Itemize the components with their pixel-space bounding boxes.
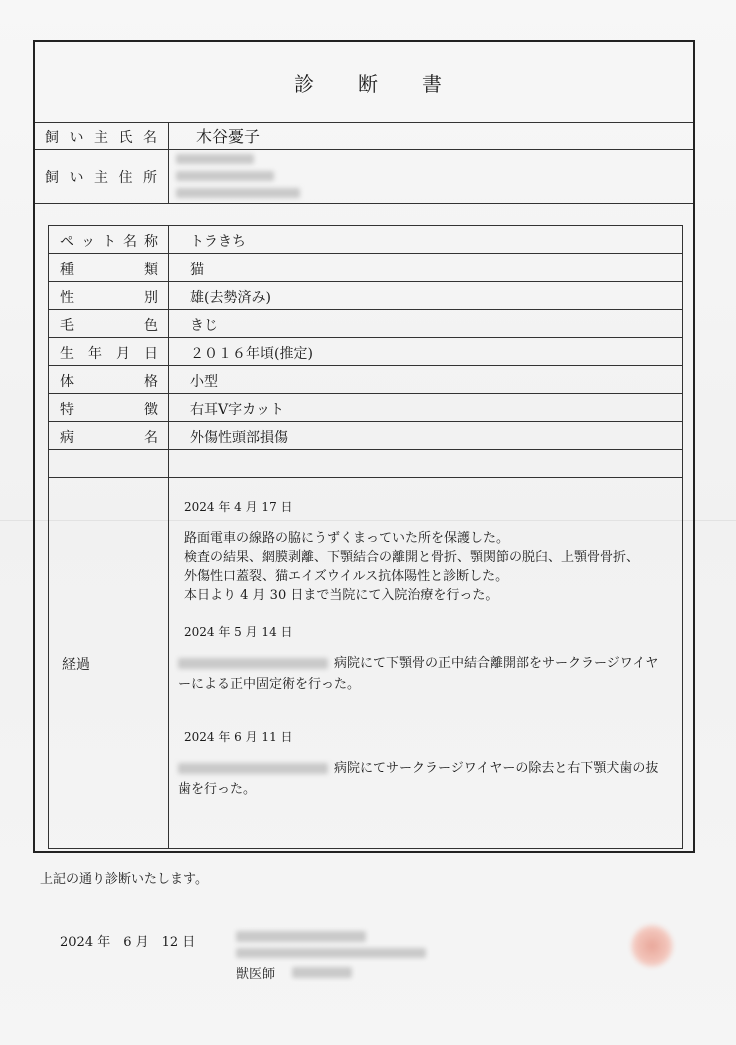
entry-text-line: 検査の結果、網膜剥離、下顎結合の離開と骨折、顎関節の脱臼、上顎骨骨折、 [184,550,640,565]
label-char: 病 [60,430,74,446]
label-char: 色 [144,318,158,334]
divider [168,122,169,203]
title-char: 断 [358,72,378,96]
title-char: 書 [422,72,442,96]
entry-text-line: ーによる正中固定術を行った。 [178,677,361,692]
divider [48,281,683,282]
redacted-address-line [176,154,254,164]
label-char: 主 [94,170,108,186]
divider [48,848,683,849]
entry-date: 2024 年 4 月 17 日 [184,500,293,514]
divider [168,225,169,848]
label-char: 生 [60,346,74,362]
owner-name-value: 木谷憂子 [196,127,261,146]
divider [48,253,683,254]
label-char: 月 [116,346,130,362]
divider [48,393,683,394]
divider [48,225,49,848]
redacted-clinic-name [236,931,366,942]
birthdate-value: ２０１６年頃(推定) [190,346,313,362]
label-char: 年 [88,346,102,362]
label-char: 類 [144,262,158,278]
label-char: 称 [144,234,158,250]
label-char: ト [102,234,116,250]
divider [35,122,693,123]
label-char: 主 [94,130,108,146]
label-char: い [69,130,84,146]
vet-label: 獣医師 [236,967,276,982]
species-label [60,259,158,279]
build-value: 小型 [190,374,218,390]
features-value: 右耳V字カット [190,402,284,418]
divider [682,225,683,848]
title-char: 診 [294,72,314,96]
redacted-hospital-name [178,658,328,669]
sex-value: 雄(去勢済み) [190,290,271,306]
label-char: 名 [143,130,157,146]
label-char: 名 [144,430,158,446]
redacted-address-line [176,171,274,181]
species-value: 猫 [190,262,204,278]
divider [48,309,683,310]
entry-date: 2024 年 6 月 11 日 [184,730,293,744]
label-char: 毛 [60,318,74,334]
divider [48,421,683,422]
divider [48,337,683,338]
pet-name-label [60,231,158,251]
label-char: 性 [60,290,74,306]
entry-text-line: 病院にて下顎骨の正中結合離開部をサークラージワイヤ [334,656,659,671]
entry-text-line: 路面電車の線路の脇にうずくまっていた所を保護した。 [184,531,510,546]
owner-name-label [45,127,157,147]
label-char: ペ [60,234,74,250]
label-char: 所 [143,170,157,186]
redacted-address-line [176,188,300,198]
label-char: 日 [144,346,158,362]
label-char: 住 [118,170,133,186]
label-char: 体 [60,374,74,390]
label-char: 名 [123,234,137,250]
divider [35,203,693,204]
divider [48,449,683,450]
birthdate-label [60,343,158,363]
label-char: 格 [144,374,158,390]
certification-statement: 上記の通り診断いたします。 [40,872,208,887]
coat-color-label [60,315,158,335]
document-title [0,68,736,97]
sex-label [60,287,158,307]
label-char: 徴 [144,402,158,418]
entry-text-line: 外傷性口蓋裂、猫エイズウイルス抗体陽性と診断した。 [184,569,509,584]
label-char: 特 [60,402,74,418]
issue-date: 2024 年 6 月 12 日 [60,935,196,950]
redacted-hospital-name [178,763,328,774]
seal-stamp-icon [630,924,674,968]
build-label [60,371,158,391]
label-char: 飼 [45,130,59,146]
divider [48,477,683,478]
diagnosis-value: 外傷性頭部損傷 [190,430,288,446]
divider [48,365,683,366]
entry-text-line: 本日より 4 月 30 日まで当院にて入院治療を行った。 [184,588,499,603]
features-label [60,399,158,419]
label-char: い [69,170,84,186]
entry-text-line: 歯を行った。 [178,782,257,797]
label-char: 別 [144,290,158,306]
label-char: 氏 [118,130,133,146]
redacted-clinic-address [236,948,426,958]
label-char: 飼 [45,170,59,186]
entry-date: 2024 年 5 月 14 日 [184,625,293,639]
diagnosis-label [60,427,158,447]
redacted-vet-name [292,967,352,978]
divider [48,225,683,226]
progress-label: 経過 [62,657,90,673]
label-char: 種 [60,262,74,278]
pet-name-value: トラきち [190,234,246,250]
entry-text-line: 病院にてサークラージワイヤーの除去と右下顎犬歯の抜 [334,761,659,776]
owner-address-label [45,167,157,187]
coat-color-value: きじ [190,318,218,334]
divider [35,149,693,150]
label-char: ッ [81,234,95,250]
